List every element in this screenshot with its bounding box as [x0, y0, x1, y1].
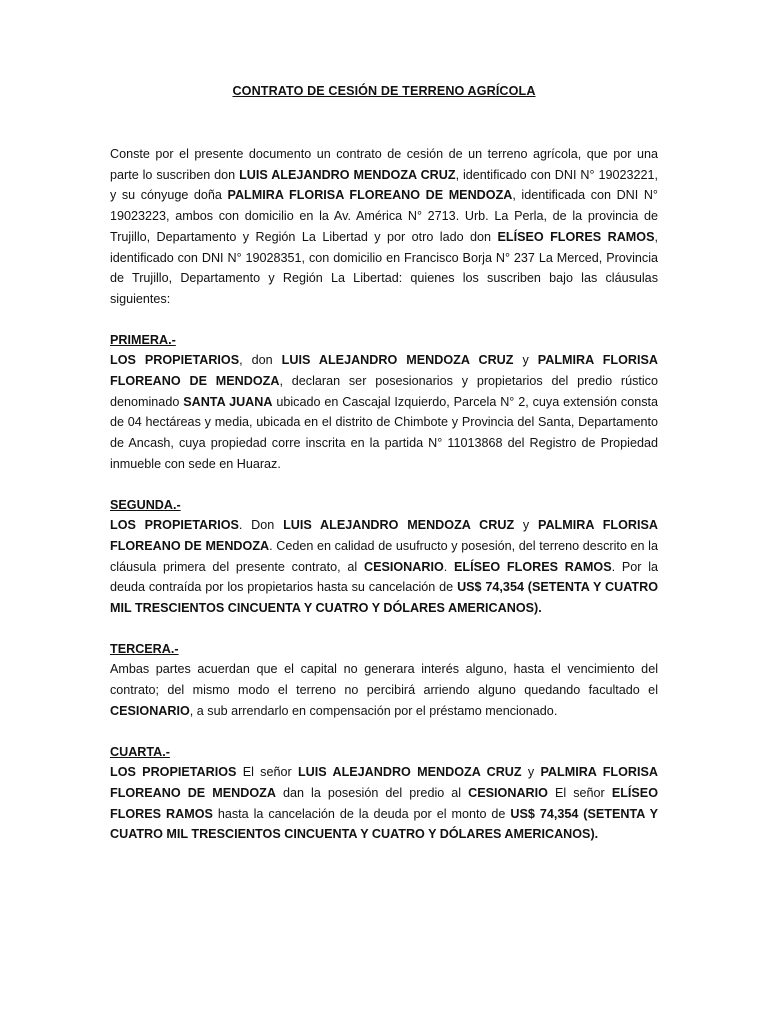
clause-text: Ambas partes acuerdan que el capital no generara interés alguno, hasta el vencimiento del contrato; del mismo modo el terreno no percibirá arriendo alguno quedando facultado el	[110, 662, 658, 698]
clause-body	[110, 515, 658, 619]
clause-heading: CUARTA.-	[110, 744, 170, 759]
party-name: LUIS ALEJANDRO MENDOZA CRUZ	[239, 167, 456, 182]
bold-text: LOS PROPIETARIOS	[110, 518, 239, 533]
bold-text: PALMIRA FLORISA FLOREANO DE MENDOZA	[110, 518, 659, 553]
intro-text: , identificado con DNI N° 19023221, y su cónyuge doña	[110, 167, 658, 203]
clause-body	[110, 350, 658, 474]
bold-text: LUIS ALEJANDRO MENDOZA CRUZ	[297, 765, 522, 780]
clause-text: El señor	[236, 765, 298, 780]
document-title: CONTRATO DE CESIÓN DE TERRENO AGRÍCOLA	[232, 84, 536, 98]
clause-text: , a sub arrendarlo en compensación por el préstamo mencionado.	[189, 703, 558, 718]
bold-text: SANTA JUANA	[183, 394, 273, 409]
clause-text: . Don	[238, 518, 284, 533]
clause-text: . Ceden en calidad de usufructo y posesión, del terreno descrito en la cláusula primera del presente contrato, al	[110, 538, 658, 574]
clause-body	[110, 659, 658, 721]
clause-text: . Por la deuda contraída por los propietarios hasta su cancelación de	[110, 559, 659, 595]
bold-text: ELÍSEO FLORES RAMOS	[454, 559, 612, 574]
clause-text: hasta la cancelación de la deuda por el monto de	[212, 806, 511, 821]
clause-text: y	[514, 518, 538, 533]
clause-text: , declaran ser posesionarios y propietarios del predio rústico denominado	[110, 374, 658, 409]
bold-text: CESIONARIO	[468, 785, 548, 800]
bold-text: LUIS ALEJANDRO MENDOZA CRUZ	[281, 353, 514, 368]
intro-text: Conste por el presente documento un contrato de cesión de un terreno agrícola, que por una parte lo suscriben don	[110, 147, 658, 182]
clause-text: , don	[239, 353, 282, 368]
bold-text: ELÍSEO FLORES RAMOS	[110, 785, 658, 821]
clause-text: ubicado en Cascajal Izquierdo, Parcela N° 2, cuya extensión consta de 04 hectáreas y media, ubicada en el distrito de Chimbote y Provincia del Santa, Departamento de Ancash, cuya propiedad corre inscrita en la partida N° 11013868 del Registro de Propiedad inmueble con sede en Huaraz.	[110, 394, 659, 471]
party-name: ELÍSEO FLORES RAMOS	[497, 229, 655, 244]
clause-body	[110, 762, 658, 845]
intro-text: , identificada con DNI N° 19023223, ambos con domicilio en la Av. América N° 2713. Urb. La Perla, de la provincia de Trujillo, Departamento y Región La Libertad y por otro lado don	[110, 188, 658, 244]
clause-heading: TERCERA.-	[110, 641, 179, 656]
clause-text: y	[521, 765, 541, 780]
bold-text: CESIONARIO	[363, 559, 444, 574]
bold-text: PALMIRA FLORISA FLOREANO DE MENDOZA	[110, 765, 658, 800]
clause-text: dan la posesión del predio al	[275, 785, 469, 800]
bold-text: LUIS ALEJANDRO MENDOZA CRUZ	[283, 518, 515, 533]
clause-tercera	[110, 639, 658, 722]
intro-text: , identificado con DNI N° 19028351, con domicilio en Francisco Borja N° 237 La Merced, Provincia de Trujillo, Departamento y Región La Libertad: quienes los suscriben bajo las cláusulas siguientes:	[110, 229, 658, 306]
contract-page	[110, 84, 658, 845]
clause-heading: PRIMERA.-	[110, 332, 176, 347]
intro-paragraph	[110, 144, 658, 310]
bold-text: LOS PROPIETARIOS	[110, 353, 240, 368]
party-name: PALMIRA FLORISA FLOREANO DE MENDOZA	[227, 188, 513, 203]
bold-text: LOS PROPIETARIOS	[110, 765, 237, 780]
clause-text: .	[443, 559, 454, 574]
bold-text: PALMIRA FLORISA FLOREANO DE MENDOZA	[110, 353, 659, 389]
clause-cuarta	[110, 742, 658, 846]
clause-segunda	[110, 495, 658, 619]
clause-text: y	[513, 353, 538, 368]
clause-heading: SEGUNDA.-	[110, 497, 181, 512]
bold-text: US$ 74,354 (SETENTA Y CUATRO MIL TRESCIENTOS CINCUENTA Y CUATRO Y DÓLARES AMERICANOS).	[110, 806, 658, 842]
bold-text: US$ 74,354 (SETENTA Y CUATRO MIL TRESCIENTOS CINCUENTA Y CUATRO Y DÓLARES AMERICANOS).	[110, 580, 658, 616]
clause-primera	[110, 330, 658, 475]
bold-text: CESIONARIO	[110, 703, 190, 718]
clause-text: El señor	[547, 785, 612, 800]
